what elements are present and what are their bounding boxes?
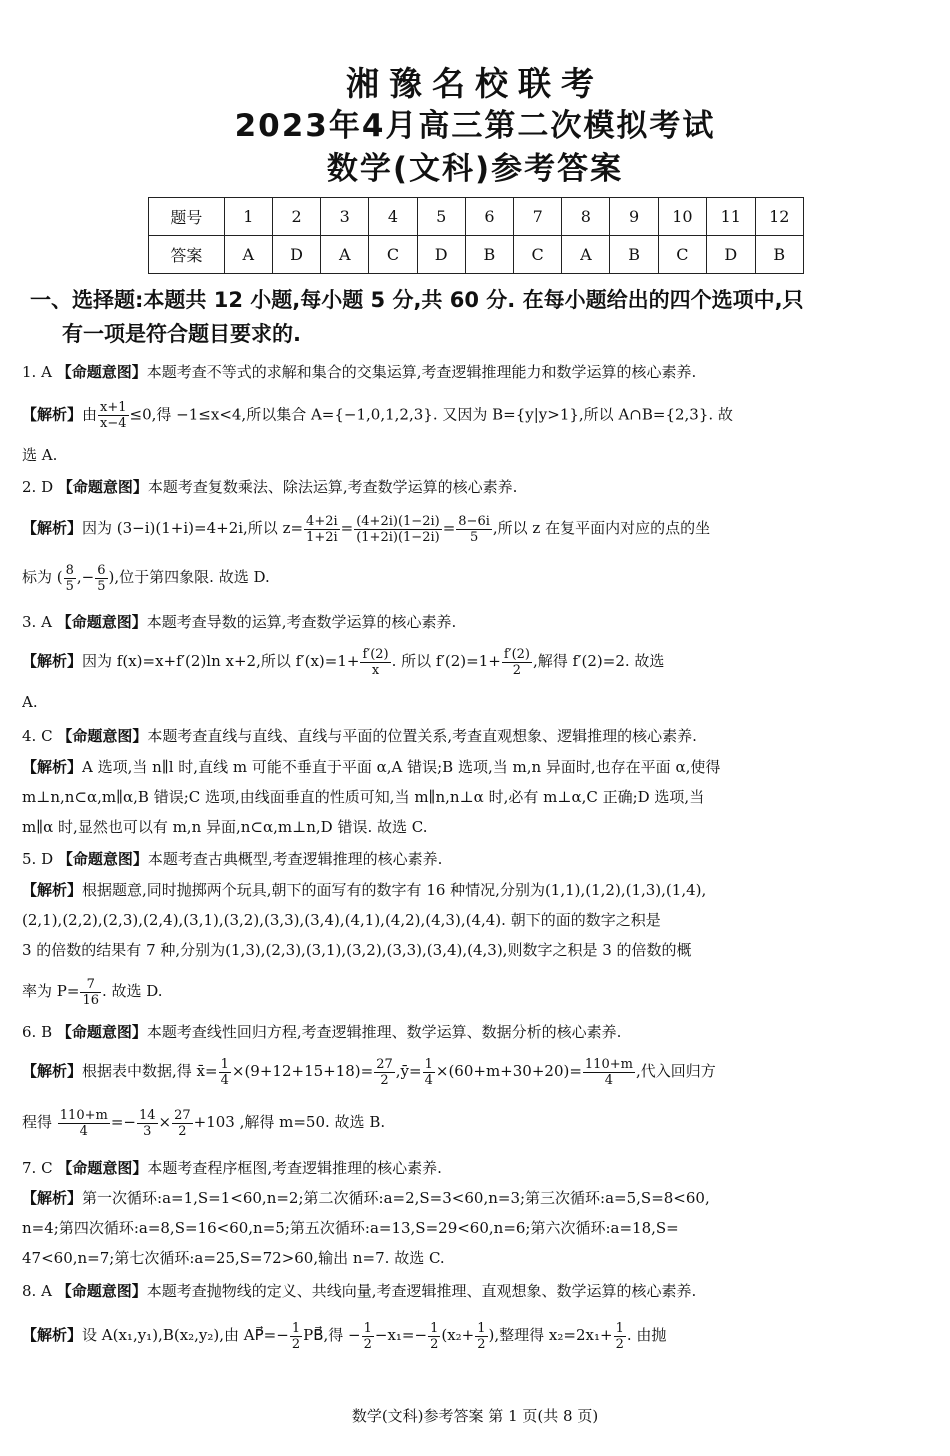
q1-head: 1. A <box>22 363 52 381</box>
q5-intent-text: 本题考查古典概型,考查逻辑推理的核心素养. <box>147 850 443 868</box>
table-header-answer: 答案 <box>149 236 225 274</box>
q7-intent-text: 本题考查程序框图,考查逻辑推理的核心素养. <box>147 1159 442 1177</box>
q3-frac1-num: f′(2) <box>362 646 389 662</box>
q2-sol-text-e: ),位于第四象限. 故选 D. <box>108 568 270 586</box>
q2-solution-line2 <box>22 560 927 594</box>
q2-sol-label: 【解析】 <box>22 519 83 537</box>
question-number-cell: 12 <box>755 198 803 236</box>
q1-solution-line1 <box>22 400 927 431</box>
q2-intent <box>22 475 927 499</box>
q6-sol-text-e: ,代入回归方 <box>635 1062 716 1080</box>
q8-sol-text-d: (x₂+ <box>441 1326 475 1344</box>
q3-sol-text-c: ,解得 f′(2)=2. 故选 <box>533 652 665 670</box>
q4-head: 4. C <box>22 727 53 745</box>
question-number-cell: 9 <box>610 198 658 236</box>
q2-frac2-num: (4+2i)(1−2i) <box>356 513 440 529</box>
answer-cell: B <box>610 236 658 274</box>
q3-sol-label: 【解析】 <box>22 652 83 670</box>
q5-frac-den: 16 <box>82 992 99 1008</box>
q2-frac4-num: 8 <box>65 562 74 578</box>
q4-solution-line3: m∥α 时,显然也可以有 m,n 异面,n⊂α,m⊥n,D 错误. 故选 C. <box>22 818 428 836</box>
q6-frac5-den: 4 <box>79 1123 88 1139</box>
q1-solution-line2: 选 A. <box>22 446 58 464</box>
q6-frac6-num: 14 <box>138 1107 156 1123</box>
q6-sol-text-b: ×(9+12+15+18)= <box>231 1062 374 1080</box>
q2-fraction-1 <box>304 514 340 545</box>
q4-solution-line2: m⊥n,n⊂α,m∥α,B 错误;C 选项,由线面垂直的性质可知,当 m∥n,n⊥α 时,必有 m⊥α,C 正确;D 选项,当 <box>22 788 705 806</box>
q7-sol-text-a: 第一次循环:a=1,S=1<60,n=2;第二次循环:a=2,S=3<60,n=3;第三次循环:a=5,S=8<60, <box>82 1189 710 1207</box>
q1-fraction <box>98 400 129 431</box>
q8-sol-text-a: 设 A(x₁,y₁),B(x₂,y₂),由 AP⃗=− <box>82 1326 289 1344</box>
q6-sol-text-g: =− <box>110 1113 136 1131</box>
answer-cell: B <box>755 236 803 274</box>
q2-frac3-den: 5 <box>469 529 479 545</box>
q6-sol-text-a: 根据表中数据,得 x̄= <box>82 1062 218 1080</box>
q3-sol-text-a: 因为 f(x)=x+f′(2)ln x+2,所以 f′(x)=1+ <box>82 652 360 670</box>
q4-intent-text: 本题考查直线与直线、直线与平面的位置关系,考查直观想象、逻辑推理的核心素养. <box>147 727 697 745</box>
q6-solution-line1 <box>22 1055 927 1088</box>
q8-frac5-den: 2 <box>615 1336 624 1352</box>
q7-sol-label: 【解析】 <box>22 1189 83 1207</box>
q3-intent-label: 【命题意图】 <box>56 613 147 631</box>
question-number-cell: 5 <box>417 198 465 236</box>
q3-frac2-den: 2 <box>512 662 522 678</box>
q4-intent <box>22 724 927 748</box>
q8-sol-text-c: −x₁=− <box>374 1326 428 1344</box>
q3-intent-text: 本题考查导数的运算,考查数学运算的核心素养. <box>146 613 457 631</box>
q8-frac3-num: 1 <box>430 1320 439 1336</box>
answer-cell: D <box>707 236 755 274</box>
q2-fraction-2 <box>354 514 441 545</box>
q6-sol-text-c: ,ȳ= <box>395 1062 422 1080</box>
q1-sol-text-a: 由 <box>82 405 98 424</box>
q3-head: 3. A <box>22 613 52 631</box>
q8-frac1-den: 2 <box>291 1336 301 1352</box>
q2-intent-label: 【命题意图】 <box>57 478 148 496</box>
q4-sol-label: 【解析】 <box>22 758 83 776</box>
question-number-cell: 8 <box>562 198 610 236</box>
q8-fraction-2 <box>362 1321 374 1352</box>
q3-fraction-2 <box>502 647 532 678</box>
q3-solution-line1 <box>22 645 927 678</box>
q1-frac-num: x+1 <box>100 400 127 415</box>
answer-cell: C <box>514 236 562 274</box>
q8-intent-label: 【命题意图】 <box>56 1282 147 1300</box>
q4-solution-line1 <box>22 755 927 779</box>
q8-fraction-4 <box>475 1321 487 1352</box>
q2-head: 2. D <box>22 478 54 496</box>
q8-frac2-num: 1 <box>363 1320 372 1336</box>
q7-head: 7. C <box>22 1159 53 1177</box>
q6-sol-text-d: ×(60+m+30+20)= <box>435 1062 582 1080</box>
q6-fraction-1 <box>219 1057 231 1088</box>
q5-solution-line2: (2,1),(2,2),(2,3),(2,4),(3,1),(3,2),(3,3),(3,4),(4,1),(4,2),(4,3),(4,4). 朝下的面的数字之积是 <box>22 911 661 929</box>
q4-intent-label: 【命题意图】 <box>57 727 148 745</box>
q3-sol-text-b: . 所以 f′(2)=1+ <box>391 652 501 670</box>
q8-sol-label: 【解析】 <box>22 1326 83 1344</box>
q2-frac5-den: 5 <box>97 578 106 594</box>
q8-frac3-den: 2 <box>430 1336 439 1352</box>
q6-frac1-den: 4 <box>220 1072 229 1088</box>
q6-frac7-num: 27 <box>174 1107 191 1123</box>
q2-fraction-5 <box>95 563 107 594</box>
q7-intent-label: 【命题意图】 <box>57 1159 148 1177</box>
q8-sol-text-f: . 由抛 <box>626 1326 667 1344</box>
q2-sol-text-b: ,所以 z 在复平面内对应的点的坐 <box>492 519 711 537</box>
q7-solution-line1 <box>22 1186 927 1210</box>
q5-solution-line3: 3 的倍数的结果有 7 种,分别为(1,3),(2,3),(3,1),(3,2),(3,3),(3,4),(4,3),则数字之积是 3 的倍数的概 <box>22 941 692 959</box>
question-number-cell: 3 <box>321 198 369 236</box>
q2-frac2-den: (1+2i)(1−2i) <box>356 529 440 545</box>
q5-sol-text-a: 根据题意,同时抛掷两个玩具,朝下的面写有的数字有 16 种情况,分别为(1,1),(1,2),(1,3),(1,4), <box>82 881 707 899</box>
q2-frac4-den: 5 <box>65 578 74 594</box>
answer-key-title: 数学(文科)参考答案 <box>326 151 624 187</box>
q6-fraction-7 <box>172 1108 193 1139</box>
q6-solution-line2 <box>22 1105 927 1139</box>
q3-frac2-num: f′(2) <box>503 646 531 662</box>
q6-intent-label: 【命题意图】 <box>56 1023 147 1041</box>
answer-cell: A <box>224 236 272 274</box>
q8-fraction-1 <box>290 1321 302 1352</box>
q6-fraction-2 <box>374 1057 395 1088</box>
q6-sol-text-h: × <box>158 1113 172 1131</box>
q3-solution-line2: A. <box>22 693 38 711</box>
q8-frac4-num: 1 <box>477 1320 486 1336</box>
question-number-cell: 2 <box>272 198 320 236</box>
answer-cell: A <box>321 236 369 274</box>
q6-frac7-den: 2 <box>178 1123 187 1139</box>
q1-intent-text: 本题考查不等式的求解和集合的交集运算,考查逻辑推理能力和数学运算的核心素养. <box>146 363 697 381</box>
q5-solution-line1 <box>22 878 927 902</box>
q5-intent-label: 【命题意图】 <box>57 850 148 868</box>
q5-sol-text-e: . 故选 D. <box>101 982 163 1000</box>
answer-table <box>148 197 804 274</box>
question-number-cell: 7 <box>514 198 562 236</box>
question-number-cell: 6 <box>465 198 513 236</box>
exam-org-title: 湘豫名校联考 <box>346 64 604 103</box>
q6-sol-text-i: +103 ,解得 m=50. 故选 B. <box>193 1113 386 1131</box>
q2-sol-text-d: ,− <box>76 568 95 586</box>
q1-sol-text-b: ≤0,得 −1≤x<4,所以集合 A={−1,0,1,2,3}. 又因为 B={y|y>1},所以 A∩B={2,3}. 故 <box>129 405 733 424</box>
answer-cell: D <box>417 236 465 274</box>
q8-solution-line1 <box>22 1318 927 1352</box>
q6-fraction-5 <box>58 1108 110 1139</box>
q5-solution-line4 <box>22 975 927 1008</box>
q8-sol-text-e: ),整理得 x₂=2x₁+ <box>488 1326 613 1344</box>
answer-cell: C <box>369 236 417 274</box>
q6-sol-text-f: 程得 <box>22 1113 57 1131</box>
question-number-cell: 1 <box>224 198 272 236</box>
q2-sol-text-c: 标为 ( <box>22 568 63 586</box>
q8-fraction-3 <box>428 1321 440 1352</box>
q2-frac3-num: 8−6i <box>458 513 490 529</box>
q8-head: 8. A <box>22 1282 52 1300</box>
q6-intent <box>22 1020 927 1044</box>
q2-intent-text: 本题考查复数乘法、除法运算,考查数学运算的核心素养. <box>147 478 518 496</box>
q8-intent-text: 本题考查抛物线的定义、共线向量,考查逻辑推理、直观想象、数学运算的核心素养. <box>146 1282 697 1300</box>
q7-intent <box>22 1156 927 1180</box>
q2-frac1-num: 4+2i <box>306 513 338 529</box>
q2-fraction-3 <box>456 514 492 545</box>
q5-sol-text-d: 率为 P= <box>22 982 80 1000</box>
q6-frac3-num: 1 <box>424 1056 433 1072</box>
q8-frac1-num: 1 <box>291 1320 301 1336</box>
q5-sol-label: 【解析】 <box>22 881 83 899</box>
q2-fraction-4 <box>64 563 76 594</box>
q3-intent <box>22 610 927 634</box>
q6-frac3-den: 4 <box>424 1072 433 1088</box>
q1-intent <box>22 360 927 384</box>
q6-fraction-3 <box>423 1057 435 1088</box>
q8-sol-text-b: PB⃗,得 − <box>303 1326 361 1344</box>
q5-head: 5. D <box>22 850 54 868</box>
q6-sol-label: 【解析】 <box>22 1062 83 1080</box>
q8-fraction-5 <box>614 1321 626 1352</box>
answer-table-answers-row <box>149 236 804 274</box>
q2-solution-line1 <box>22 513 927 545</box>
section-heading <box>30 283 925 351</box>
q2-frac1-den: 1+2i <box>306 529 338 545</box>
section-heading-line2: 有一项是符合题目要求的. <box>62 322 301 346</box>
q8-frac2-den: 2 <box>363 1336 372 1352</box>
section-heading-line1: 一、选择题:本题共 12 小题,每小题 5 分,共 60 分. 在每小题给出的四个选项中,只 <box>30 288 804 312</box>
q7-solution-line3: 47<60,n=7;第七次循环:a=25,S=72>60,输出 n=7. 故选 C. <box>22 1249 445 1267</box>
q5-frac-num: 7 <box>80 977 101 993</box>
q3-frac1-den: x <box>371 662 380 678</box>
q6-frac4-num: 110+m <box>584 1056 633 1072</box>
page-footer: 数学(文科)参考答案 第 1 页(共 8 页) <box>351 1407 599 1425</box>
q6-frac2-num: 27 <box>376 1056 393 1072</box>
q6-fraction-4 <box>583 1057 635 1088</box>
answer-cell: C <box>658 236 706 274</box>
q6-frac5-num: 110+m <box>59 1107 108 1123</box>
question-number-cell: 4 <box>369 198 417 236</box>
q2-sol-text-a: 因为 (3−i)(1+i)=4+2i,所以 z= <box>82 519 304 537</box>
q6-frac4-den: 4 <box>604 1072 614 1088</box>
q8-frac5-num: 1 <box>615 1320 624 1336</box>
exam-name-title: 2023年4月高三第二次模拟考试 <box>234 108 716 144</box>
q6-frac2-den: 2 <box>380 1072 389 1088</box>
q5-intent <box>22 847 927 871</box>
question-number-cell: 11 <box>707 198 755 236</box>
q2-eq1: = <box>340 519 354 537</box>
q4-sol-text-a: A 选项,当 n∥l 时,直线 m 可能不垂直于平面 α,A 错误;B 选项,当 m,n 异面时,也存在平面 α,使得 <box>82 758 721 776</box>
table-header-question-number: 题号 <box>149 198 225 236</box>
q6-frac1-num: 1 <box>220 1056 229 1072</box>
q6-frac6-den: 3 <box>143 1123 152 1139</box>
answer-cell: A <box>562 236 610 274</box>
q1-frac-den: x−4 <box>100 416 127 431</box>
q1-intent-label: 【命题意图】 <box>56 363 147 381</box>
q7-solution-line2: n=4;第四次循环:a=8,S=16<60,n=5;第五次循环:a=13,S=29<60,n=6;第六次循环:a=18,S= <box>22 1219 679 1237</box>
question-number-cell: 10 <box>658 198 706 236</box>
answer-cell: B <box>465 236 513 274</box>
q8-frac4-den: 2 <box>477 1336 486 1352</box>
q2-eq2: = <box>442 519 456 537</box>
q6-fraction-6 <box>137 1108 158 1139</box>
q8-intent <box>22 1279 927 1303</box>
q6-intent-text: 本题考查线性回归方程,考查逻辑推理、数学运算、数据分析的核心素养. <box>146 1023 622 1041</box>
answer-table-numbers-row <box>149 198 804 236</box>
answer-cell: D <box>272 236 320 274</box>
q6-head: 6. B <box>22 1023 53 1041</box>
q5-fraction <box>80 977 101 1008</box>
q1-sol-label: 【解析】 <box>22 405 83 424</box>
q3-fraction-1 <box>360 647 390 678</box>
q2-frac5-num: 6 <box>97 562 106 578</box>
